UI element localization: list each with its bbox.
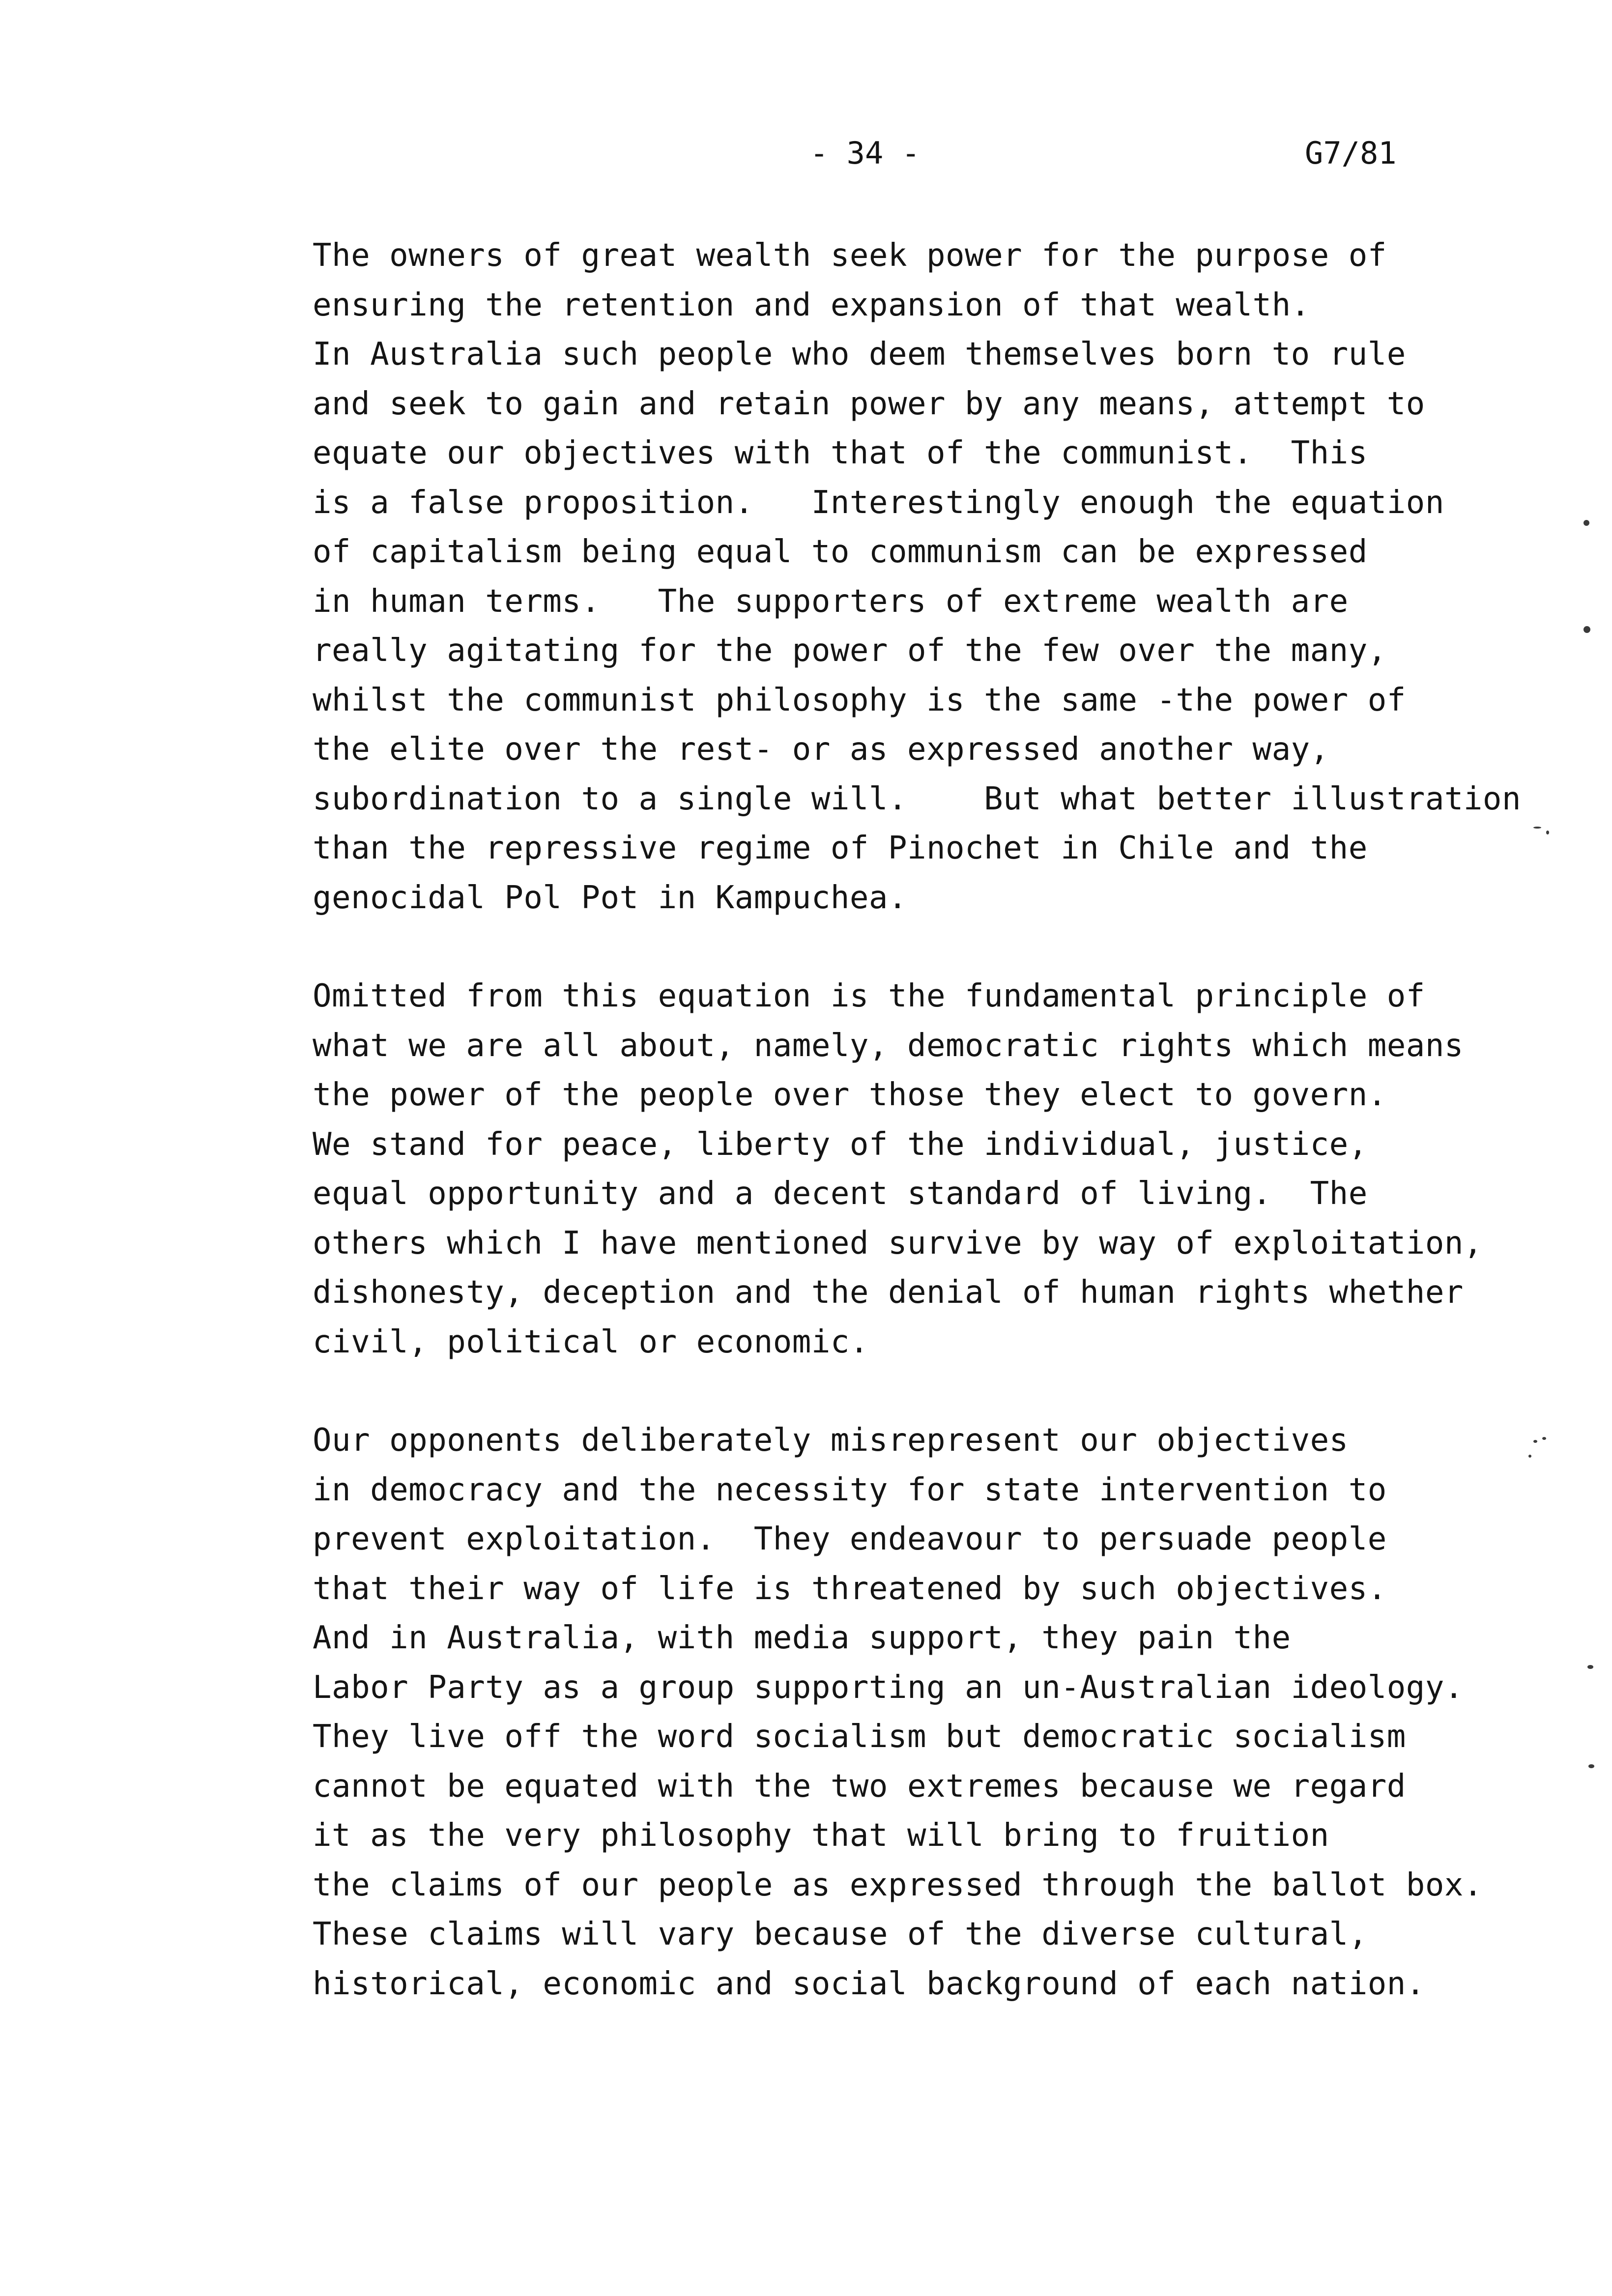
paragraph-wealth-and-power bbox=[313, 231, 1571, 922]
text-line: These claims will vary because of the diverse cultural, bbox=[313, 1916, 1368, 1952]
text-line: the power of the people over those they elect to govern. bbox=[313, 1077, 1387, 1113]
scan-speck bbox=[1533, 827, 1541, 829]
text-line: And in Australia, with media support, they pain the bbox=[313, 1620, 1291, 1656]
paragraph-democratic-rights bbox=[313, 972, 1571, 1367]
text-line: that their way of life is threatened by such objectives. bbox=[313, 1570, 1387, 1607]
text-line: in human terms. The supporters of extreme wealth are bbox=[313, 583, 1349, 620]
text-line: equal opportunity and a decent standard of living. The bbox=[313, 1176, 1368, 1212]
document-reference: G7/81 bbox=[1305, 135, 1397, 171]
scan-speck bbox=[1587, 1665, 1593, 1669]
scan-speck bbox=[1588, 1764, 1594, 1768]
text-line: In Australia such people who deem themselves born to rule bbox=[313, 336, 1406, 373]
scan-speck bbox=[1546, 831, 1549, 834]
text-line: in democracy and the necessity for state intervention to bbox=[313, 1471, 1387, 1508]
text-line: and seek to gain and retain power by any means, attempt to bbox=[313, 385, 1425, 422]
text-line: genocidal Pol Pot in Kampuchea. bbox=[313, 879, 907, 916]
text-line: what we are all about, namely, democratic rights which means bbox=[313, 1027, 1464, 1064]
text-line: really agitating for the power of the few over the many, bbox=[313, 632, 1387, 669]
page-number: - 34 - bbox=[810, 135, 920, 171]
text-line: subordination to a single will. But what better illustration bbox=[313, 780, 1521, 817]
page-header bbox=[0, 129, 1612, 178]
text-line: Labor Party as a group supporting an un-Australian ideology. bbox=[313, 1669, 1464, 1706]
text-line: cannot be equated with the two extremes because we regard bbox=[313, 1768, 1406, 1805]
paragraph-opponents bbox=[313, 1416, 1571, 2009]
text-line: the claims of our people as expressed through the ballot box. bbox=[313, 1866, 1483, 1903]
scan-speck bbox=[1583, 626, 1590, 633]
text-line: dishonesty, deception and the denial of human rights whether bbox=[313, 1274, 1464, 1311]
text-line: The owners of great wealth seek power for the purpose of bbox=[313, 237, 1387, 274]
text-line: ensuring the retention and expansion of that wealth. bbox=[313, 287, 1310, 323]
text-line: We stand for peace, liberty of the individual, justice, bbox=[313, 1126, 1368, 1163]
document-body bbox=[313, 231, 1571, 2058]
text-line: is a false proposition. Interestingly enough the equation bbox=[313, 484, 1444, 521]
text-line: historical, economic and social background of each nation. bbox=[313, 1965, 1425, 2002]
text-line: Our opponents deliberately misrepresent our objectives bbox=[313, 1422, 1349, 1459]
text-line: They live off the word socialism but democratic socialism bbox=[313, 1719, 1406, 1755]
text-line: others which I have mentioned survive by way of exploitation, bbox=[313, 1225, 1483, 1262]
scan-speck bbox=[1583, 520, 1589, 526]
text-line: Omitted from this equation is the fundamental principle of bbox=[313, 978, 1425, 1014]
scan-speck bbox=[1533, 1440, 1537, 1443]
scan-speck bbox=[1528, 1455, 1531, 1458]
text-line: prevent exploitation. They endeavour to persuade people bbox=[313, 1521, 1387, 1557]
text-line: than the repressive regime of Pinochet in Chile and the bbox=[313, 830, 1368, 866]
text-line: whilst the communist philosophy is the same -the power of bbox=[313, 682, 1406, 718]
text-line: equate our objectives with that of the communist. This bbox=[313, 435, 1368, 471]
text-line: civil, political or economic. bbox=[313, 1323, 869, 1360]
text-line: it as the very philosophy that will bring to fruition bbox=[313, 1817, 1329, 1854]
scan-speck bbox=[1542, 1437, 1546, 1440]
text-line: of capitalism being equal to communism can be expressed bbox=[313, 534, 1368, 570]
text-line: the elite over the rest- or as expressed another way, bbox=[313, 731, 1329, 768]
